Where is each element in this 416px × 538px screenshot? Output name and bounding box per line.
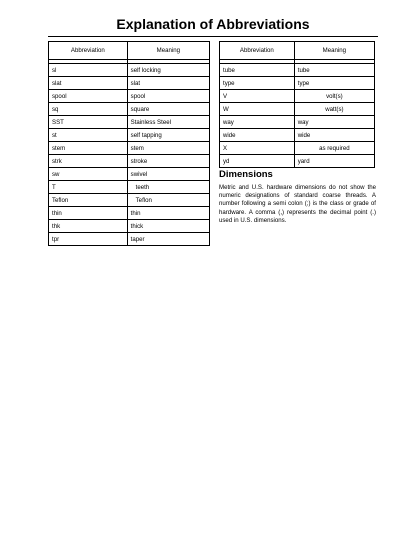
- abbreviation-cell: way: [220, 116, 295, 129]
- abbreviation-cell: st: [49, 129, 128, 142]
- abbreviation-cell: sw: [49, 168, 128, 181]
- meaning-cell: as required: [294, 142, 374, 155]
- abbreviation-cell: W: [220, 103, 295, 116]
- meaning-cell: thick: [127, 220, 209, 233]
- abbreviation-table-left: [48, 41, 210, 246]
- meaning-cell: spool: [127, 90, 209, 103]
- abbreviation-cell: Teflon: [49, 194, 128, 207]
- abbreviation-cell: thk: [49, 220, 128, 233]
- meaning-cell: teeth: [127, 181, 209, 194]
- column-header-abbreviation: Abbreviation: [220, 42, 295, 60]
- meaning-cell: stroke: [127, 155, 209, 168]
- abbreviation-cell: V: [220, 90, 295, 103]
- meaning-cell: volt(s): [294, 90, 374, 103]
- table-header-row: [49, 42, 210, 60]
- meaning-cell: taper: [127, 233, 209, 246]
- abbreviation-cell: strk: [49, 155, 128, 168]
- table-row: [49, 233, 210, 246]
- abbreviation-cell: T: [49, 181, 128, 194]
- abbreviation-cell: yd: [220, 155, 295, 168]
- meaning-cell: square: [127, 103, 209, 116]
- meaning-cell: way: [294, 116, 374, 129]
- table-row: [220, 116, 375, 129]
- table-row: [220, 155, 375, 168]
- table-row: [49, 207, 210, 220]
- table-row: [220, 77, 375, 90]
- column-header-meaning: Meaning: [127, 42, 209, 60]
- abbreviation-cell: X: [220, 142, 295, 155]
- table-row: [49, 194, 210, 207]
- meaning-cell: type: [294, 77, 374, 90]
- meaning-cell: swivel: [127, 168, 209, 181]
- table-row: [49, 64, 210, 77]
- column-header-meaning: Meaning: [294, 42, 374, 60]
- meaning-cell: watt(s): [294, 103, 374, 116]
- abbreviation-cell: spool: [49, 90, 128, 103]
- abbreviation-cell: slat: [49, 77, 128, 90]
- table-row: [49, 168, 210, 181]
- meaning-cell: self locking: [127, 64, 209, 77]
- abbreviation-table-right: [219, 41, 375, 168]
- table-row: [49, 103, 210, 116]
- meaning-cell: tube: [294, 64, 374, 77]
- table-row: [220, 129, 375, 142]
- column-header-abbreviation: Abbreviation: [49, 42, 128, 60]
- dimensions-heading: Dimensions: [219, 169, 273, 180]
- abbreviation-cell: sq: [49, 103, 128, 116]
- meaning-cell: wide: [294, 129, 374, 142]
- meaning-cell: thin: [127, 207, 209, 220]
- abbreviation-cell: thin: [49, 207, 128, 220]
- abbreviation-cell: sl: [49, 64, 128, 77]
- table-row: [49, 181, 210, 194]
- meaning-cell: self tapping: [127, 129, 209, 142]
- abbreviation-cell: wide: [220, 129, 295, 142]
- meaning-cell: slat: [127, 77, 209, 90]
- table-row: [49, 220, 210, 233]
- abbreviation-cell: tpr: [49, 233, 128, 246]
- table-row: [220, 64, 375, 77]
- table-row: [49, 116, 210, 129]
- meaning-cell: Teflon: [127, 194, 209, 207]
- table-row: [220, 142, 375, 155]
- meaning-cell: Stainless Steel: [127, 116, 209, 129]
- dimensions-paragraph: Metric and U.S. hardware dimensions do not show the numeric designations of standard coarse threads. A number following a semi colon (;) is the class or grade of hardware. A comma (,) represents the decimal point (.) used in U.S. dimensions.: [219, 184, 376, 224]
- page-title: Explanation of Abbreviations: [48, 15, 378, 37]
- table-row: [49, 129, 210, 142]
- table-header-row: [220, 42, 375, 60]
- table-row: [49, 155, 210, 168]
- table-row: [220, 103, 375, 116]
- abbreviation-cell: SST: [49, 116, 128, 129]
- table-row: [220, 90, 375, 103]
- meaning-cell: stem: [127, 142, 209, 155]
- abbreviation-cell: type: [220, 77, 295, 90]
- abbreviation-cell: tube: [220, 64, 295, 77]
- table-row: [49, 77, 210, 90]
- meaning-cell: yard: [294, 155, 374, 168]
- table-row: [49, 90, 210, 103]
- abbreviation-cell: stem: [49, 142, 128, 155]
- table-row: [49, 142, 210, 155]
